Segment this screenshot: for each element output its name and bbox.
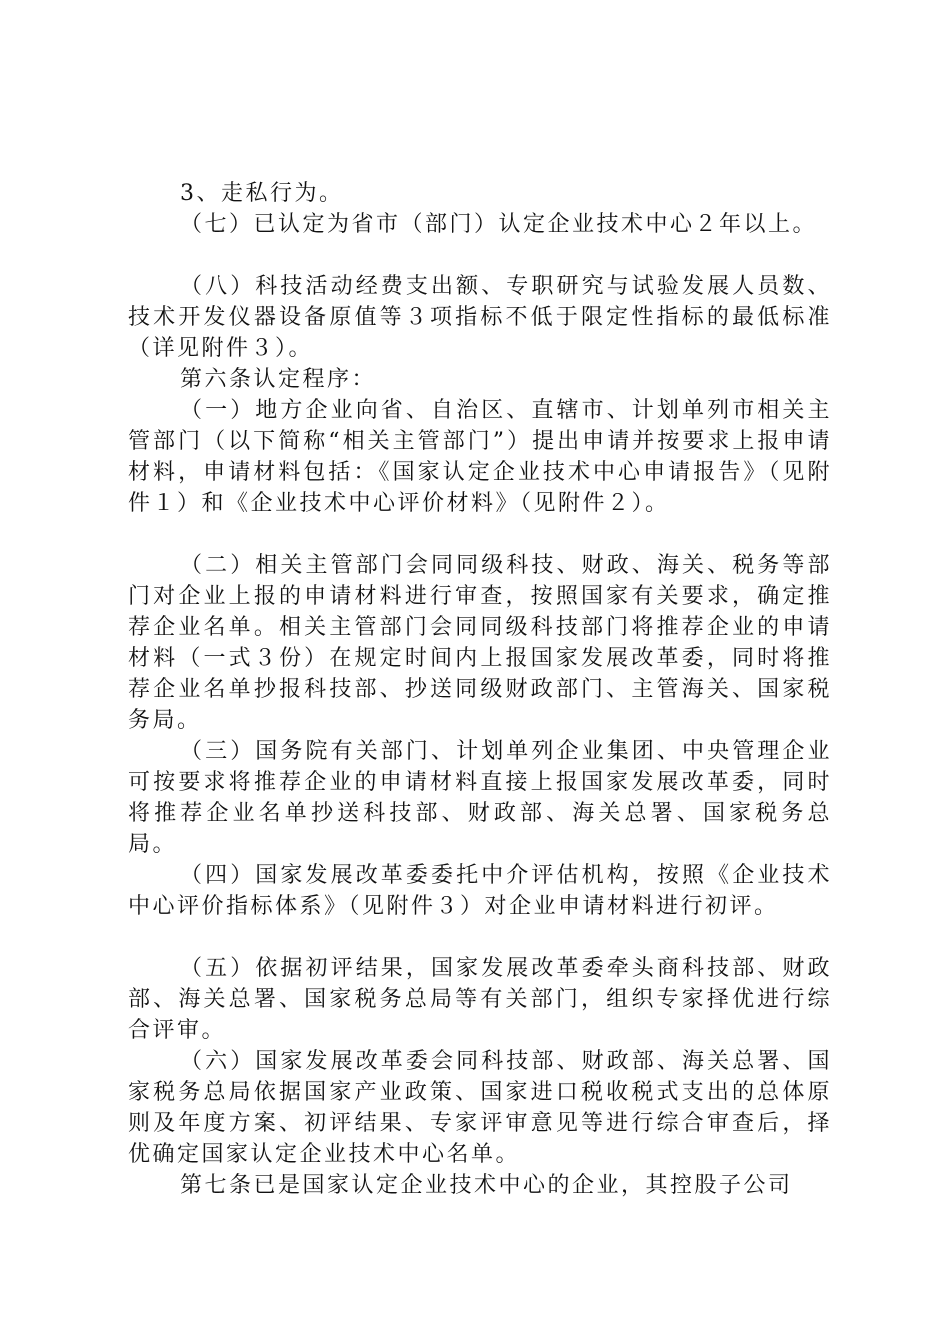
paragraph-procedure-4: （四）国家发展改革委委托中介评估机构，按照《企业技术中心评价指标体系》（见附件３）对企业申请材料进行初评。 — [128, 863, 832, 919]
article-6-heading: 第六条认定程序： — [180, 367, 377, 392]
paragraph-procedure-1: （一）地方企业向省、自治区、直辖市、计划单列市相关主管部门（以下简称“相关主管部门”）提出申请并按要求上报申请材料，申请材料包括：《国家认定企业技术中心申请报告》（见附件１）和《企业技术中心评价材料》（见附件２）。 — [128, 398, 832, 516]
paragraph-item-8: （八）科技活动经费支出额、专职研究与试验发展人员数、技术开发仪器设备原值等３项指标不低于限定性指标的最低标准（详见附件３）。 — [128, 274, 832, 361]
paragraph-smuggling: 3、走私行为。 — [180, 181, 344, 206]
paragraph-procedure-3: （三）国务院有关部门、计划单列企业集团、中央管理企业可按要求将推荐企业的申请材料直接上报国家发展改革委，同时将推荐企业名单抄送科技部、财政部、海关总署、国家税务总局。 — [128, 739, 832, 857]
paragraph-procedure-6: （六）国家发展改革委会同科技部、财政部、海关总署、国家税务总局依据国家产业政策、国家进口税收税式支出的总体原则及年度方案、初评结果、专家评审意见等进行综合审查后，择优确定国家认定企业技术中心名单。 — [128, 1049, 832, 1167]
paragraph-procedure-5: （五）依据初评结果，国家发展改革委牵头商科技部、财政部、海关总署、国家税务总局等有关部门，组织专家择优进行综合评审。 — [128, 956, 832, 1043]
paragraph-item-7: （七）已认定为省市（部门）认定企业技术中心２年以上。 — [180, 212, 818, 237]
document-body — [128, 178, 832, 1201]
article-7-paragraph: 第七条已是国家认定企业技术中心的企业，其控股子公司 — [180, 1173, 793, 1198]
paragraph-procedure-2: （二）相关主管部门会同同级科技、财政、海关、税务等部门对企业上报的申请材料进行审查，按照国家有关要求，确定推荐企业名单。相关主管部门会同同级科技部门将推荐企业的申请材料（一式３份）在规定时间内上报国家发展改革委，同时将推荐企业名单抄报科技部、抄送同级财政部门、主管海关、国家税务局。 — [128, 553, 832, 733]
